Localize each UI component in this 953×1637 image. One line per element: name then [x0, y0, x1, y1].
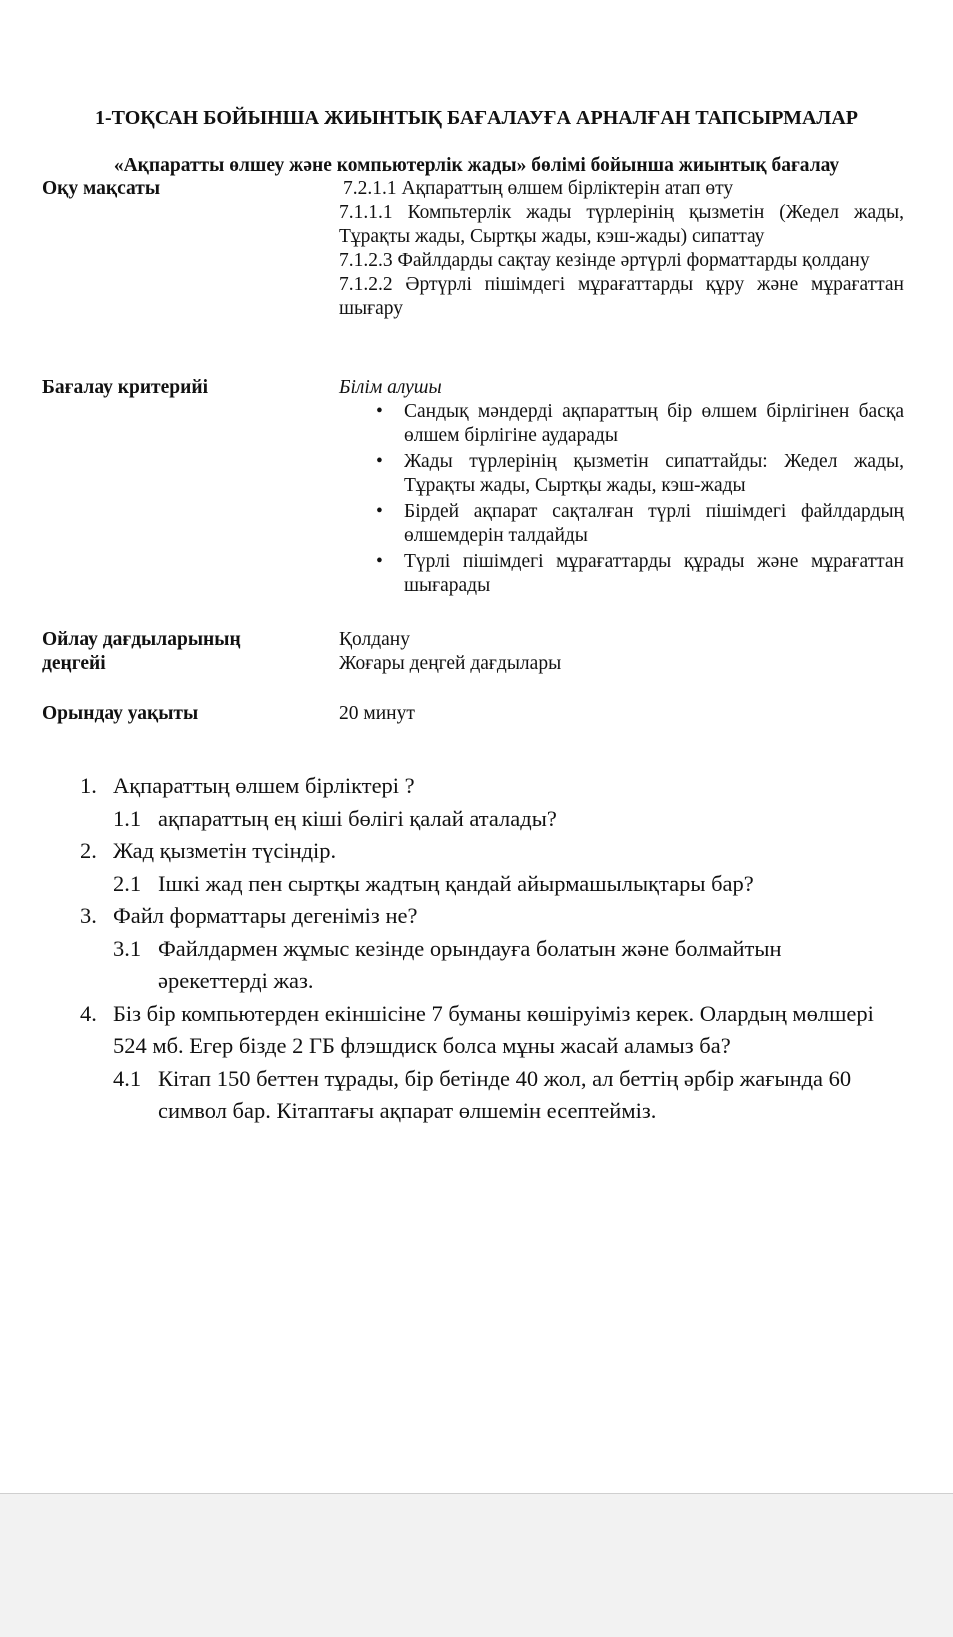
question-text: Біз бір компьютерден екіншісіне 7 буманы көшіруіміз керек. Олардың мөлшері 524 мб. Егер бізде 2 ГБ флэшдиск болса мұны жасай аламыз ба? [113, 1000, 874, 1058]
criteria-text: Бірдей ақпарат сақталған түрлі пішімдегі файлдардың өлшемдерін талдайды [404, 501, 904, 546]
question-item [80, 900, 880, 933]
thinking-value: Жоғары деңгей дағдылары [339, 653, 562, 674]
criteria-block [339, 376, 904, 598]
duration-value: 20 минут [339, 703, 415, 724]
subquestion-item [80, 1063, 880, 1128]
bullet-icon: • [376, 401, 383, 422]
subquestion-number: 4.1 [113, 1065, 142, 1091]
subquestion-item [80, 803, 880, 836]
objective-item: 7.1.2.2 Әртүрлі пішімдегі мұрағаттарды құру және мұрағаттан шығару [339, 274, 904, 319]
document-subtitle: «Ақпаратты өлшеу және компьютерлік жады» бөлімі бойынша жиынтық бағалау [113, 155, 840, 176]
question-item [80, 998, 880, 1063]
subquestion-text: Ішкі жад пен сыртқы жадтың қандай айырмашылықтары бар? [158, 870, 754, 896]
criteria-item [339, 550, 904, 598]
criteria-item [339, 450, 904, 498]
question-text: Ақпараттың өлшем бірліктері ? [113, 773, 415, 798]
objective-item: 7.2.1.1 Ақпараттың өлшем бірліктерін атап өту [343, 178, 734, 199]
bullet-icon: • [376, 551, 383, 572]
subquestion-item [80, 868, 880, 901]
question-item [80, 835, 880, 868]
question-number: 3. [80, 903, 97, 928]
criteria-text: Сандық мәндерді ақпараттың бір өлшем бірлігінен басқа өлшем бірлігіне аударады [404, 401, 904, 446]
objective-item: 7.1.2.3 Файлдарды сақтау кезінде әртүрлі форматтарды қолдану [339, 250, 870, 271]
bullet-icon: • [376, 501, 383, 522]
objectives-list [339, 177, 904, 321]
objectives-label: Оқу мақсаты [42, 178, 161, 199]
page-footer-area [0, 1493, 953, 1637]
thinking-values [339, 628, 904, 676]
question-number: 4. [80, 1000, 97, 1026]
subquestion-number: 3.1 [113, 935, 142, 961]
objective-item: 7.1.1.1 Компьтерлік жады түрлерінің қызметін (Жедел жады, Тұрақты жады, Сыртқы жады, кэш-жады) сипаттау [339, 202, 904, 247]
criteria-intro: Білім алушы [339, 377, 442, 398]
criteria-item [339, 500, 904, 548]
questions-list [80, 770, 880, 1128]
subquestion-number: 1.1 [113, 805, 142, 831]
question-text: Жад қызметін түсіндір. [113, 838, 337, 863]
criteria-label: Бағалау критерийі [42, 377, 209, 398]
subquestion-number: 2.1 [113, 870, 142, 896]
bullet-icon: • [376, 451, 383, 472]
criteria-text: Түрлі пішімдегі мұрағаттарды құрады және мұрағаттан шығарады [404, 551, 904, 596]
criteria-item [339, 400, 904, 448]
subquestion-text: Кітап 150 беттен тұрады, бір бетінде 40 жол, ал беттің әрбір жағында 60 символ бар. Кітаптағы ақпарат өлшемін есептейміз. [158, 1065, 852, 1123]
criteria-text: Жады түрлерінің қызметін сипаттайды: Жедел жады, Тұрақты жады, Сыртқы жады, кэш-жады [404, 451, 904, 496]
question-number: 1. [80, 773, 97, 798]
duration-label: Орындау уақыты [42, 703, 199, 724]
subquestion-text: ақпараттың ең кіші бөлігі қалай аталады? [158, 805, 557, 831]
thinking-value: Қолдану [339, 629, 410, 650]
subquestion-text: Файлдармен жұмыс кезінде орындауға болатын және болмайтын әрекеттерді жаз. [158, 935, 782, 993]
question-text: Файл форматтары дегеніміз не? [113, 903, 418, 928]
criteria-list [339, 400, 904, 598]
thinking-label: Ойлау дағдыларының деңгейі [42, 629, 241, 674]
question-item [80, 770, 880, 803]
question-number: 2. [80, 838, 97, 863]
subquestion-item [80, 933, 880, 998]
document-title: 1-ТОҚСАН БОЙЫНША ЖИЫНТЫҚ БАҒАЛАУҒА АРНАЛҒАН ТАПСЫРМАЛАР [95, 107, 858, 129]
